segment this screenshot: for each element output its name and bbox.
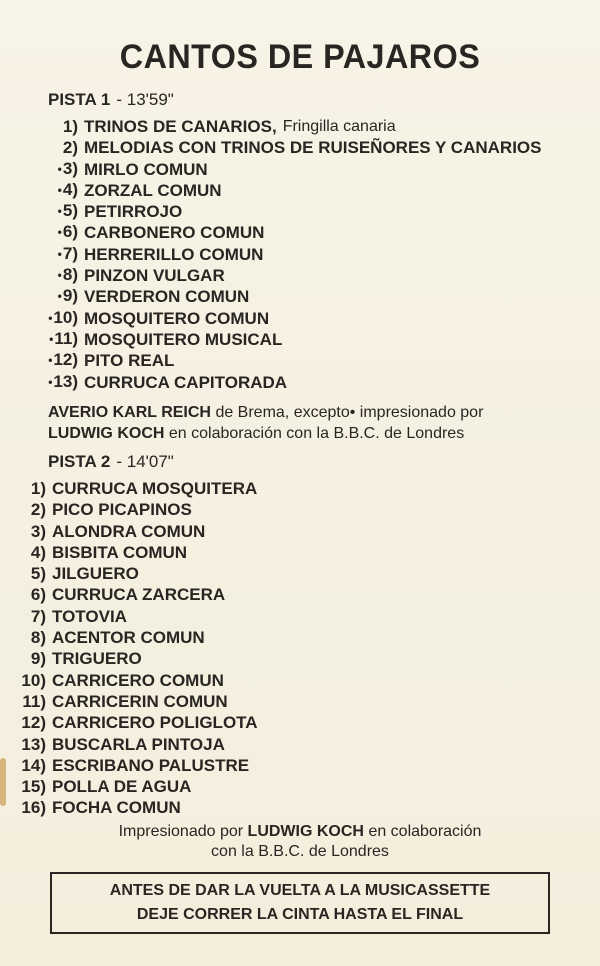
track-item: [12, 563, 258, 584]
track-number-text: 7): [30, 606, 46, 626]
track-number: [12, 670, 46, 691]
track-number: [30, 264, 78, 287]
track-number: [12, 627, 46, 648]
track-name: ALONDRA COMUN: [52, 521, 206, 541]
track-item: [12, 734, 258, 755]
track-item: [30, 372, 541, 393]
track-number-text: 14): [21, 755, 46, 775]
tape-stain: [0, 758, 6, 806]
track-item: [12, 755, 258, 776]
bullet-dot-icon: •: [57, 268, 62, 283]
track-number-text: 3): [62, 158, 78, 178]
track-number-text: 9): [30, 649, 46, 669]
track-name: CARRICERO POLIGLOTA: [52, 713, 258, 733]
credit-name-reich: AVERIO KARL REICH: [48, 404, 211, 421]
track-name: FOCHA COMUN: [52, 798, 181, 818]
track-name: PICO PICAPINOS: [52, 500, 192, 520]
track-number: [30, 116, 78, 137]
notice-line2: DEJE CORRER LA CINTA HASTA EL FINAL: [136, 906, 464, 923]
track-number: [30, 349, 78, 372]
track-name: BUSCARLA PINTOJA: [52, 734, 225, 754]
track-number-text: 5): [30, 564, 46, 584]
track-number-text: 11): [54, 328, 78, 348]
track-number-text: 7): [62, 243, 78, 263]
track-item: [12, 542, 258, 563]
track-number: [12, 584, 46, 605]
track-item: [30, 265, 541, 286]
bullet-dot-icon: •: [57, 182, 62, 197]
track-item: [12, 797, 258, 818]
track-name: MELODIAS CON TRINOS DE RUISEÑORES Y CANARIOS: [84, 138, 542, 158]
footer-post: en colaboración: [368, 823, 482, 840]
track-number: [30, 307, 78, 330]
side1-duration: - 13'59": [116, 90, 174, 109]
track-name: ACENTOR COMUN: [52, 628, 205, 648]
track-name: ESCRIBANO PALUSTRE: [52, 755, 250, 775]
bullet-dot-icon: •: [57, 246, 62, 261]
side1-track-list: [30, 116, 541, 393]
track-item: [30, 350, 541, 371]
track-name: BISBITA COMUN: [52, 542, 188, 562]
track-number: [12, 776, 46, 797]
credit-text-1: de Brema, excepto• impresionado por: [215, 404, 484, 421]
track-number: [30, 158, 78, 181]
track-name: CURRUCA MOSQUITERA: [52, 479, 258, 498]
track-name: PITO REAL: [84, 351, 175, 371]
track-item: [30, 286, 541, 307]
track-number-text: 6): [62, 222, 78, 242]
bullet-dot-icon: •: [57, 225, 62, 240]
track-name: TOTOVIA: [52, 606, 127, 626]
track-name: ZORZAL COMUN: [84, 180, 222, 200]
side2-duration: - 14'07": [116, 452, 174, 471]
track-number: [30, 285, 78, 308]
track-number-text: 1): [30, 479, 46, 498]
track-name: POLLA DE AGUA: [52, 777, 192, 797]
track-number-text: 6): [30, 585, 46, 605]
bullet-dot-icon: •: [57, 289, 62, 304]
track-number-text: 10): [53, 307, 78, 327]
track-number: [30, 328, 78, 351]
bullet-dot-icon: •: [48, 353, 53, 368]
footer-name: LUDWIG KOCH: [247, 823, 364, 840]
track-number: [30, 243, 78, 266]
track-number: [30, 200, 78, 223]
track-item: [30, 159, 541, 180]
track-name: MOSQUITERO MUSICAL: [84, 329, 283, 349]
track-number-text: 12): [21, 713, 46, 733]
credit-name-koch: LUDWIG KOCH: [48, 425, 165, 442]
track-item: [30, 222, 541, 243]
track-number: [12, 648, 46, 669]
track-number-text: 2): [62, 138, 78, 158]
side1-label: PISTA 1: [48, 90, 111, 109]
track-name: VERDERON COMUN: [84, 287, 250, 307]
track-name: PINZON VULGAR: [84, 266, 225, 286]
footer-line2: con la B.B.C. de Londres: [211, 843, 389, 860]
track-number: [12, 797, 46, 818]
track-number-text: 12): [53, 350, 78, 370]
track-number: [12, 521, 46, 542]
track-number: [12, 542, 46, 563]
footer-credit: [0, 822, 600, 862]
side2-track-list: [12, 478, 258, 819]
track-number: [12, 478, 46, 499]
track-number: [12, 755, 46, 776]
track-number-text: 15): [21, 777, 46, 797]
track-name: CARRICERO COMUN: [52, 670, 224, 690]
track-number-text: 3): [30, 521, 46, 541]
track-name: MOSQUITERO COMUN: [84, 308, 270, 328]
track-name: TRINOS DE CANARIOS,: [84, 117, 277, 136]
track-latin-name: Fringilla canaria: [282, 118, 396, 135]
track-number: [12, 563, 46, 584]
track-item: [12, 606, 258, 627]
track-name: CURRUCA CAPITORADA: [84, 372, 288, 392]
page-title: CANTOS DE PAJAROS: [119, 38, 481, 76]
side1-heading: [48, 90, 174, 110]
track-number: [12, 606, 46, 627]
track-number: [30, 221, 78, 244]
track-number-text: 5): [62, 201, 78, 221]
track-item: [30, 329, 541, 350]
track-number-text: 1): [62, 117, 78, 136]
track-number: [12, 734, 46, 755]
track-number-text: 8): [62, 265, 78, 285]
track-number-text: 8): [30, 628, 46, 648]
track-number-text: 11): [22, 691, 46, 711]
track-name: CARRICERIN COMUN: [52, 691, 228, 711]
track-item: [12, 648, 258, 669]
track-item: [30, 201, 541, 222]
side2-label: PISTA 2: [48, 452, 111, 471]
track-number-text: 4): [30, 542, 46, 562]
track-number-text: 2): [30, 500, 46, 520]
track-number-text: 9): [62, 286, 78, 306]
track-item: [30, 244, 541, 265]
track-item: [12, 584, 258, 605]
track-name: TRIGUERO: [52, 649, 142, 669]
footer-pre: Impresionado por: [118, 823, 244, 840]
track-number-text: 13): [21, 734, 46, 754]
track-item: [12, 478, 258, 499]
track-item: [30, 180, 541, 201]
track-number: [30, 179, 78, 202]
track-item: [12, 670, 258, 691]
credit-text-2: en colaboración con la B.B.C. de Londres: [168, 425, 465, 442]
track-item: [12, 776, 258, 797]
track-number-text: 4): [62, 179, 78, 199]
track-name: CURRUCA ZARCERA: [52, 585, 226, 605]
bullet-dot-icon: •: [57, 161, 62, 176]
track-number-text: 16): [21, 798, 46, 818]
track-name: CARBONERO COMUN: [84, 223, 265, 243]
track-number-text: 10): [21, 670, 46, 690]
track-name: MIRLO COMUN: [84, 159, 208, 179]
track-item: [30, 116, 541, 137]
track-item: [12, 627, 258, 648]
track-number: [12, 712, 46, 733]
track-item: [12, 691, 258, 712]
side2-heading: [48, 452, 174, 472]
rewind-notice-box: [50, 872, 550, 934]
track-number: [12, 499, 46, 520]
track-number-text: 13): [53, 371, 78, 391]
bullet-dot-icon: •: [48, 310, 53, 325]
track-number: [12, 691, 46, 712]
bullet-dot-icon: •: [57, 204, 62, 219]
track-item: [12, 499, 258, 520]
recording-credit: [48, 402, 483, 444]
track-name: HERRERILLO COMUN: [84, 244, 264, 264]
track-item: [30, 308, 541, 329]
track-name: PETIRROJO: [84, 202, 183, 222]
notice-line1: ANTES DE DAR LA VUELTA A LA MUSICASSETTE: [109, 882, 491, 899]
track-number: [30, 137, 78, 158]
track-item: [30, 137, 541, 158]
bullet-dot-icon: •: [48, 374, 53, 389]
track-item: [12, 712, 258, 733]
bullet-dot-icon: •: [49, 331, 54, 346]
track-item: [12, 521, 258, 542]
track-number: [30, 371, 78, 394]
track-name: JILGUERO: [52, 564, 139, 584]
